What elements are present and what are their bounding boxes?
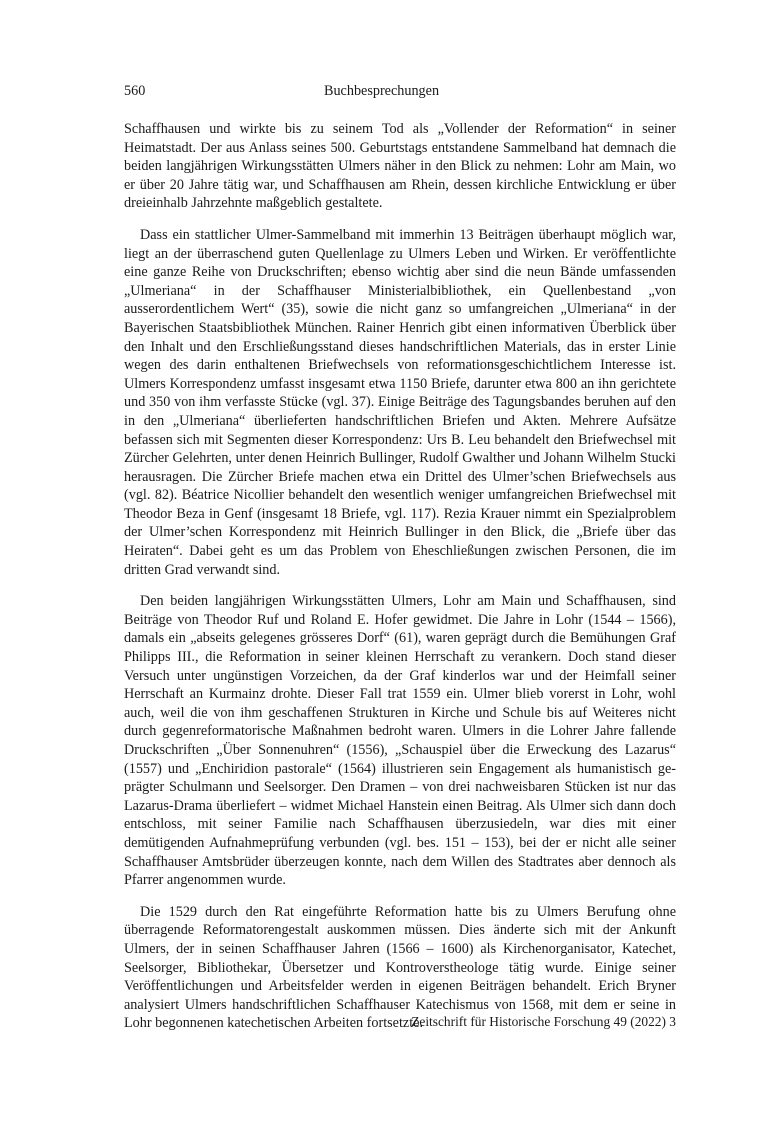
article-page bbox=[124, 82, 676, 1046]
page-number: 560 bbox=[124, 83, 146, 99]
running-title: Buchbesprechungen bbox=[324, 83, 440, 99]
journal-footer: Zeitschrift für Historische Forschung 49 (2022) 3 bbox=[411, 1014, 676, 1029]
paragraph-1: Schaffhausen und wirkte bis zu seinem Tod als „Vollender der Reformation“ in seiner Heimatstadt. Der aus Anlass seines 500. Geburtstags entstandene Sammelband hat demnach die beiden langjährigen Wirkungsstätten Ulmers näher in den Blick zu nehmen: Lohr am Main, wo er über 20 Jahre tätig war, und Schaffhausen am Rhein, dessen kirchliche Entwicklung er über dreieinhalb Jahrzehnte maßgeblich gestaltete. bbox=[124, 121, 676, 212]
paragraph-4: Die 1529 durch den Rat eingeführte Reformation hatte bis zu Ulmers Berufung ohne überragende Reformatorengestalt auskommen müssen. Dies änderte sich mit der Ankunft Ulmers, der in seinen Schaffhauser Jahren (1566 – 1600) als Kirchenorganisator, Katechet, Seelsorger, Bibliothekar, Übersetzer und Kontroverstheologe tätig wurde. Einige seiner Veröffentlichungen und Arbeitsfelder werden in eigenen Beiträgen behandelt. Erich Bryner analysiert Ulmers handschriftlichen Schaffhauser Katechismus von 1568, mit dem er seine in Lohr begonnenen katechetischen Arbeiten fortsetzte. bbox=[124, 903, 676, 1032]
paragraph-2: Dass ein stattlicher Ulmer-Sammelband mit immerhin 13 Beiträgen überhaupt möglich war, liegt an der überraschend guten Quellenlage zu Ulmers Leben und Wirken. Er veröffentlichte eine ganze Reihe von Druckschriften; ebenso wichtig aber sind die neun Bände umfassenden „Ulmeriana“ in der Schaffhauser Ministerialbibliothek, ein Quellenbestand „von ausserordentlichem Wert“ (35), sowie die nicht ganz so umfangreichen „Ulmeriana“ in der Bayerischen Staatsbibliothek München. Rainer Henrich gibt einen informativen Überblick über den Inhalt und den Erschließungsstand dieses handschriftlichen Materials, das in erster Linie wegen des darin enthaltenen Briefwechsels von reformationsgeschichtlichem Interesse ist. Ulmers Korrespondenz umfasst insgesamt etwa 1150 Briefe, darunter etwa 800 an ihn gerichtete und 350 von ihm verfasste Stücke (vgl. 37). Einige Beiträge des Tagungsbandes beruhen auf den in den „Ulmeriana“ überlieferten handschriftlichen Briefen und Akten. Mehrere Aufsätze befassen sich mit Segmenten dieser Korrespondenz: Urs B. Leu behandelt den Briefwechsel mit Zürcher Gelehrten, unter denen Heinrich Bullinger, Rudolf Gwalther und Johann Wilhelm Stucki herausragen. Die Zürcher Briefe machen etwa ein Drittel des Ulmer’schen Briefwechsels aus (vgl. 82). Béatrice Nicollier behandelt den wesentlich weniger umfangreichen Briefwechsel mit Theodor Beza in Genf (insgesamt 18 Briefe, vgl. 117). Rezia Krauer nimmt ein Spezialproblem der Ulmer’schen Korrespondenz mit Heinrich Bullinger in den Blick, die „Briefe über das Heiraten“. Dabei geht es um das Problem von Eheschließungen zwischen Personen, die im dritten Grad verwandt sind. bbox=[124, 226, 676, 578]
paragraph-3: Den beiden langjährigen Wirkungsstätten Ulmers, Lohr am Main und Schaffhausen, sind Beiträge von Theodor Ruf und Roland E. Hofer gewidmet. Die Jahre in Lohr (1544 – 1566), damals ein „abseits gelegenes grösseres Dorf“ (61), waren geprägt durch die Bemühungen Graf Philipps III., die Reformation in seiner kleinen Herrschaft zu verankern. Doch stand dieser Versuch unter ungünstigen Vorzeichen, da der Graf kinderlos war und der Heimfall seiner Herrschaft an Kurmainz drohte. Dieser Fall trat 1559 ein. Ulmer blieb vorerst in Lohr, wohl auch, weil die von ihm geschaffenen Strukturen in Kirche und Schule bis auf Weiteres nicht durch gegenreformatorische Maßnahmen bedroht waren. Ulmers in die Lohrer Jahre fallende Druckschriften „Über Sonnenuhren“ (1556), „Schauspiel über die Erweckung des Lazarus“ (1557) und „Enchiridion pastorale“ (1564) illustrieren sein Engagement als humanistisch geprägter Schulmann und Seelsorger. Den Dramen – von drei nachweisbaren Stücken ist nur das Lazarus-Drama überliefert – widmet Michael Hanstein einen Beitrag. Als Ulmer sich dann doch entschloss, mit seiner Familie nach Schaffhausen überzusiedeln, war dies mit einer demütigenden Aufnahmeprüfung verbunden (vgl. bes. 151 – 153), bei der er nicht alle seiner Schaffhauser Amtsbrüder überzeugen konnte, nach dem Willen des Stadtrates aber dennoch als Pfarrer angenommen wurde. bbox=[124, 593, 676, 889]
running-head bbox=[124, 82, 676, 102]
